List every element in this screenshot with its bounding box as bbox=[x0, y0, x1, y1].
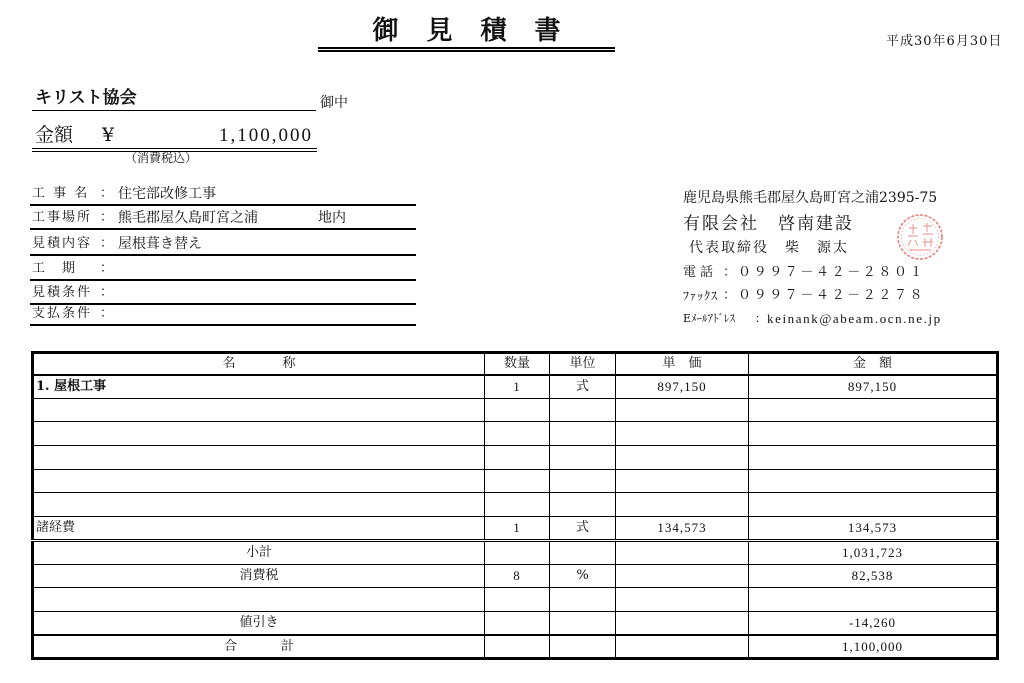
detail-label: 工事場所 bbox=[32, 210, 93, 225]
detail-value: 熊毛郡屋久島町宮之浦 bbox=[118, 210, 258, 226]
phone-label: 電話 bbox=[683, 265, 718, 280]
empty-cell bbox=[616, 635, 749, 659]
empty-cell bbox=[485, 398, 550, 422]
discount-amount: -14,260 bbox=[749, 611, 998, 635]
item-name: 諸経費 bbox=[33, 517, 485, 541]
empty-cell bbox=[485, 469, 550, 493]
detail-row-project-name bbox=[30, 184, 416, 206]
detail-colon: ： bbox=[100, 306, 114, 321]
empty-cell bbox=[485, 611, 550, 635]
empty-cell bbox=[749, 398, 998, 422]
fax-colon: ： bbox=[723, 288, 737, 303]
table-body bbox=[33, 375, 998, 659]
detail-colon: ： bbox=[100, 261, 114, 276]
column-header-amount: 金 額 bbox=[749, 353, 998, 375]
item-amount: 134,573 bbox=[749, 517, 998, 541]
item-quantity: 1 bbox=[485, 517, 550, 541]
recipient-name: キリスト協会 bbox=[35, 88, 137, 108]
empty-cell bbox=[550, 398, 616, 422]
company-seal bbox=[895, 212, 945, 262]
empty-cell bbox=[616, 493, 749, 517]
grand-total-amount: 1,100,000 bbox=[749, 635, 998, 659]
detail-row-payment bbox=[30, 304, 416, 326]
empty-cell bbox=[749, 422, 998, 446]
empty-cell bbox=[550, 588, 616, 612]
detail-label: 支払条件 bbox=[32, 306, 93, 321]
document-title: 御見積書 bbox=[318, 16, 615, 52]
table-row bbox=[33, 375, 998, 399]
company-representative: 代表取締役 柴 源太 bbox=[689, 240, 849, 256]
table-header bbox=[33, 353, 998, 375]
recipient-honorific: 御中 bbox=[320, 95, 348, 111]
empty-cell bbox=[550, 422, 616, 446]
grand-total-label: 合 計 bbox=[33, 635, 485, 659]
empty-cell bbox=[749, 446, 998, 470]
subtotal-row bbox=[33, 540, 998, 564]
empty-cell bbox=[550, 469, 616, 493]
detail-label: 工 事 名 bbox=[32, 186, 90, 201]
email-colon: ： bbox=[755, 312, 766, 325]
detail-row-site bbox=[30, 208, 416, 230]
detail-label: 工 期 bbox=[32, 261, 78, 276]
table-row-empty bbox=[33, 469, 998, 493]
detail-value: 住宅部改修工事 bbox=[118, 186, 216, 202]
detail-label: 見積条件 bbox=[32, 285, 93, 300]
item-unit-price: 134,573 bbox=[616, 517, 749, 541]
detail-row-period bbox=[30, 259, 416, 281]
detail-row-content bbox=[30, 234, 416, 256]
empty-cell bbox=[616, 446, 749, 470]
tax-amount: 82,538 bbox=[749, 564, 998, 588]
tax-label: 消費税 bbox=[33, 564, 485, 588]
subtotal-label: 小計 bbox=[33, 540, 485, 564]
empty-cell bbox=[550, 493, 616, 517]
empty-cell bbox=[616, 469, 749, 493]
empty-cell bbox=[33, 446, 485, 470]
item-unit: 式 bbox=[550, 517, 616, 541]
empty-cell bbox=[749, 469, 998, 493]
estimate-table bbox=[31, 351, 999, 660]
empty-cell bbox=[616, 611, 749, 635]
column-header-name: 名 称 bbox=[33, 353, 485, 375]
empty-cell bbox=[33, 422, 485, 446]
phone-row bbox=[683, 264, 945, 282]
empty-cell bbox=[616, 540, 749, 564]
tax-rate: 8 bbox=[485, 564, 550, 588]
empty-cell bbox=[485, 422, 550, 446]
empty-cell bbox=[616, 588, 749, 612]
empty-cell bbox=[616, 564, 749, 588]
empty-cell bbox=[485, 540, 550, 564]
table-header-row bbox=[33, 353, 998, 375]
table-row bbox=[33, 517, 998, 541]
empty-cell bbox=[749, 588, 998, 612]
total-amount-line bbox=[32, 123, 317, 152]
issue-date: 平成30年6月30日 bbox=[886, 34, 1003, 49]
item-quantity: 1 bbox=[485, 375, 550, 399]
detail-colon: ： bbox=[100, 186, 114, 201]
discount-label: 値引き bbox=[33, 611, 485, 635]
subtotal-amount: 1,031,723 bbox=[749, 540, 998, 564]
fax-number: ０９９７－４２－２２７８ bbox=[738, 288, 926, 303]
empty-cell bbox=[550, 635, 616, 659]
tax-row bbox=[33, 564, 998, 588]
empty-cell bbox=[550, 446, 616, 470]
total-amount-value: 1,100,000 bbox=[219, 125, 313, 146]
phone-colon: ： bbox=[723, 265, 737, 280]
empty-cell bbox=[33, 493, 485, 517]
detail-colon: ： bbox=[100, 236, 114, 251]
company-name: 有限会社 啓南建設 bbox=[683, 214, 854, 234]
table-row-empty bbox=[33, 446, 998, 470]
item-amount: 897,150 bbox=[749, 375, 998, 399]
recipient-line bbox=[32, 87, 316, 111]
tax-included-note: （消費税込） bbox=[125, 151, 198, 165]
fax-row bbox=[683, 287, 945, 305]
email-address: keinank@abeam.ocn.ne.jp bbox=[767, 311, 942, 326]
table-row-empty bbox=[33, 588, 998, 612]
empty-cell bbox=[550, 540, 616, 564]
email-row bbox=[683, 310, 945, 328]
empty-cell bbox=[485, 635, 550, 659]
detail-row-conditions bbox=[30, 283, 416, 305]
empty-cell bbox=[485, 446, 550, 470]
fax-label: ﾌｧｯｸｽ bbox=[683, 289, 719, 303]
tax-unit: % bbox=[550, 564, 616, 588]
column-header-unit-price: 単 価 bbox=[616, 353, 749, 375]
company-address: 鹿児島県熊毛郡屋久島町宮之浦2395-75 bbox=[683, 190, 938, 206]
column-header-unit: 単位 bbox=[550, 353, 616, 375]
currency-symbol: ¥ bbox=[102, 124, 115, 146]
detail-value-suffix: 地内 bbox=[318, 210, 346, 226]
empty-cell bbox=[616, 398, 749, 422]
grand-total-row bbox=[33, 635, 998, 659]
detail-colon: ： bbox=[100, 285, 114, 300]
table-row-empty bbox=[33, 493, 998, 517]
column-header-quantity: 数量 bbox=[485, 353, 550, 375]
item-unit: 式 bbox=[550, 375, 616, 399]
empty-cell bbox=[33, 398, 485, 422]
detail-colon: ： bbox=[100, 210, 114, 225]
table-row-empty bbox=[33, 398, 998, 422]
empty-cell bbox=[485, 588, 550, 612]
total-amount-label: 金額 bbox=[35, 124, 74, 146]
email-label: Eﾒｰﾙｱﾄﾞﾚｽ bbox=[683, 312, 736, 325]
item-unit-price: 897,150 bbox=[616, 375, 749, 399]
empty-cell bbox=[749, 493, 998, 517]
empty-cell bbox=[485, 493, 550, 517]
phone-number: ０９９７－４２－２８０１ bbox=[738, 265, 926, 280]
empty-cell bbox=[550, 611, 616, 635]
detail-value: 屋根葺き替え bbox=[118, 236, 202, 252]
item-name: 1. 屋根工事 bbox=[33, 375, 485, 399]
empty-cell bbox=[616, 422, 749, 446]
empty-cell bbox=[33, 469, 485, 493]
table-row-empty bbox=[33, 422, 998, 446]
discount-row bbox=[33, 611, 998, 635]
empty-cell bbox=[33, 588, 485, 612]
detail-label: 見積内容 bbox=[32, 236, 93, 251]
